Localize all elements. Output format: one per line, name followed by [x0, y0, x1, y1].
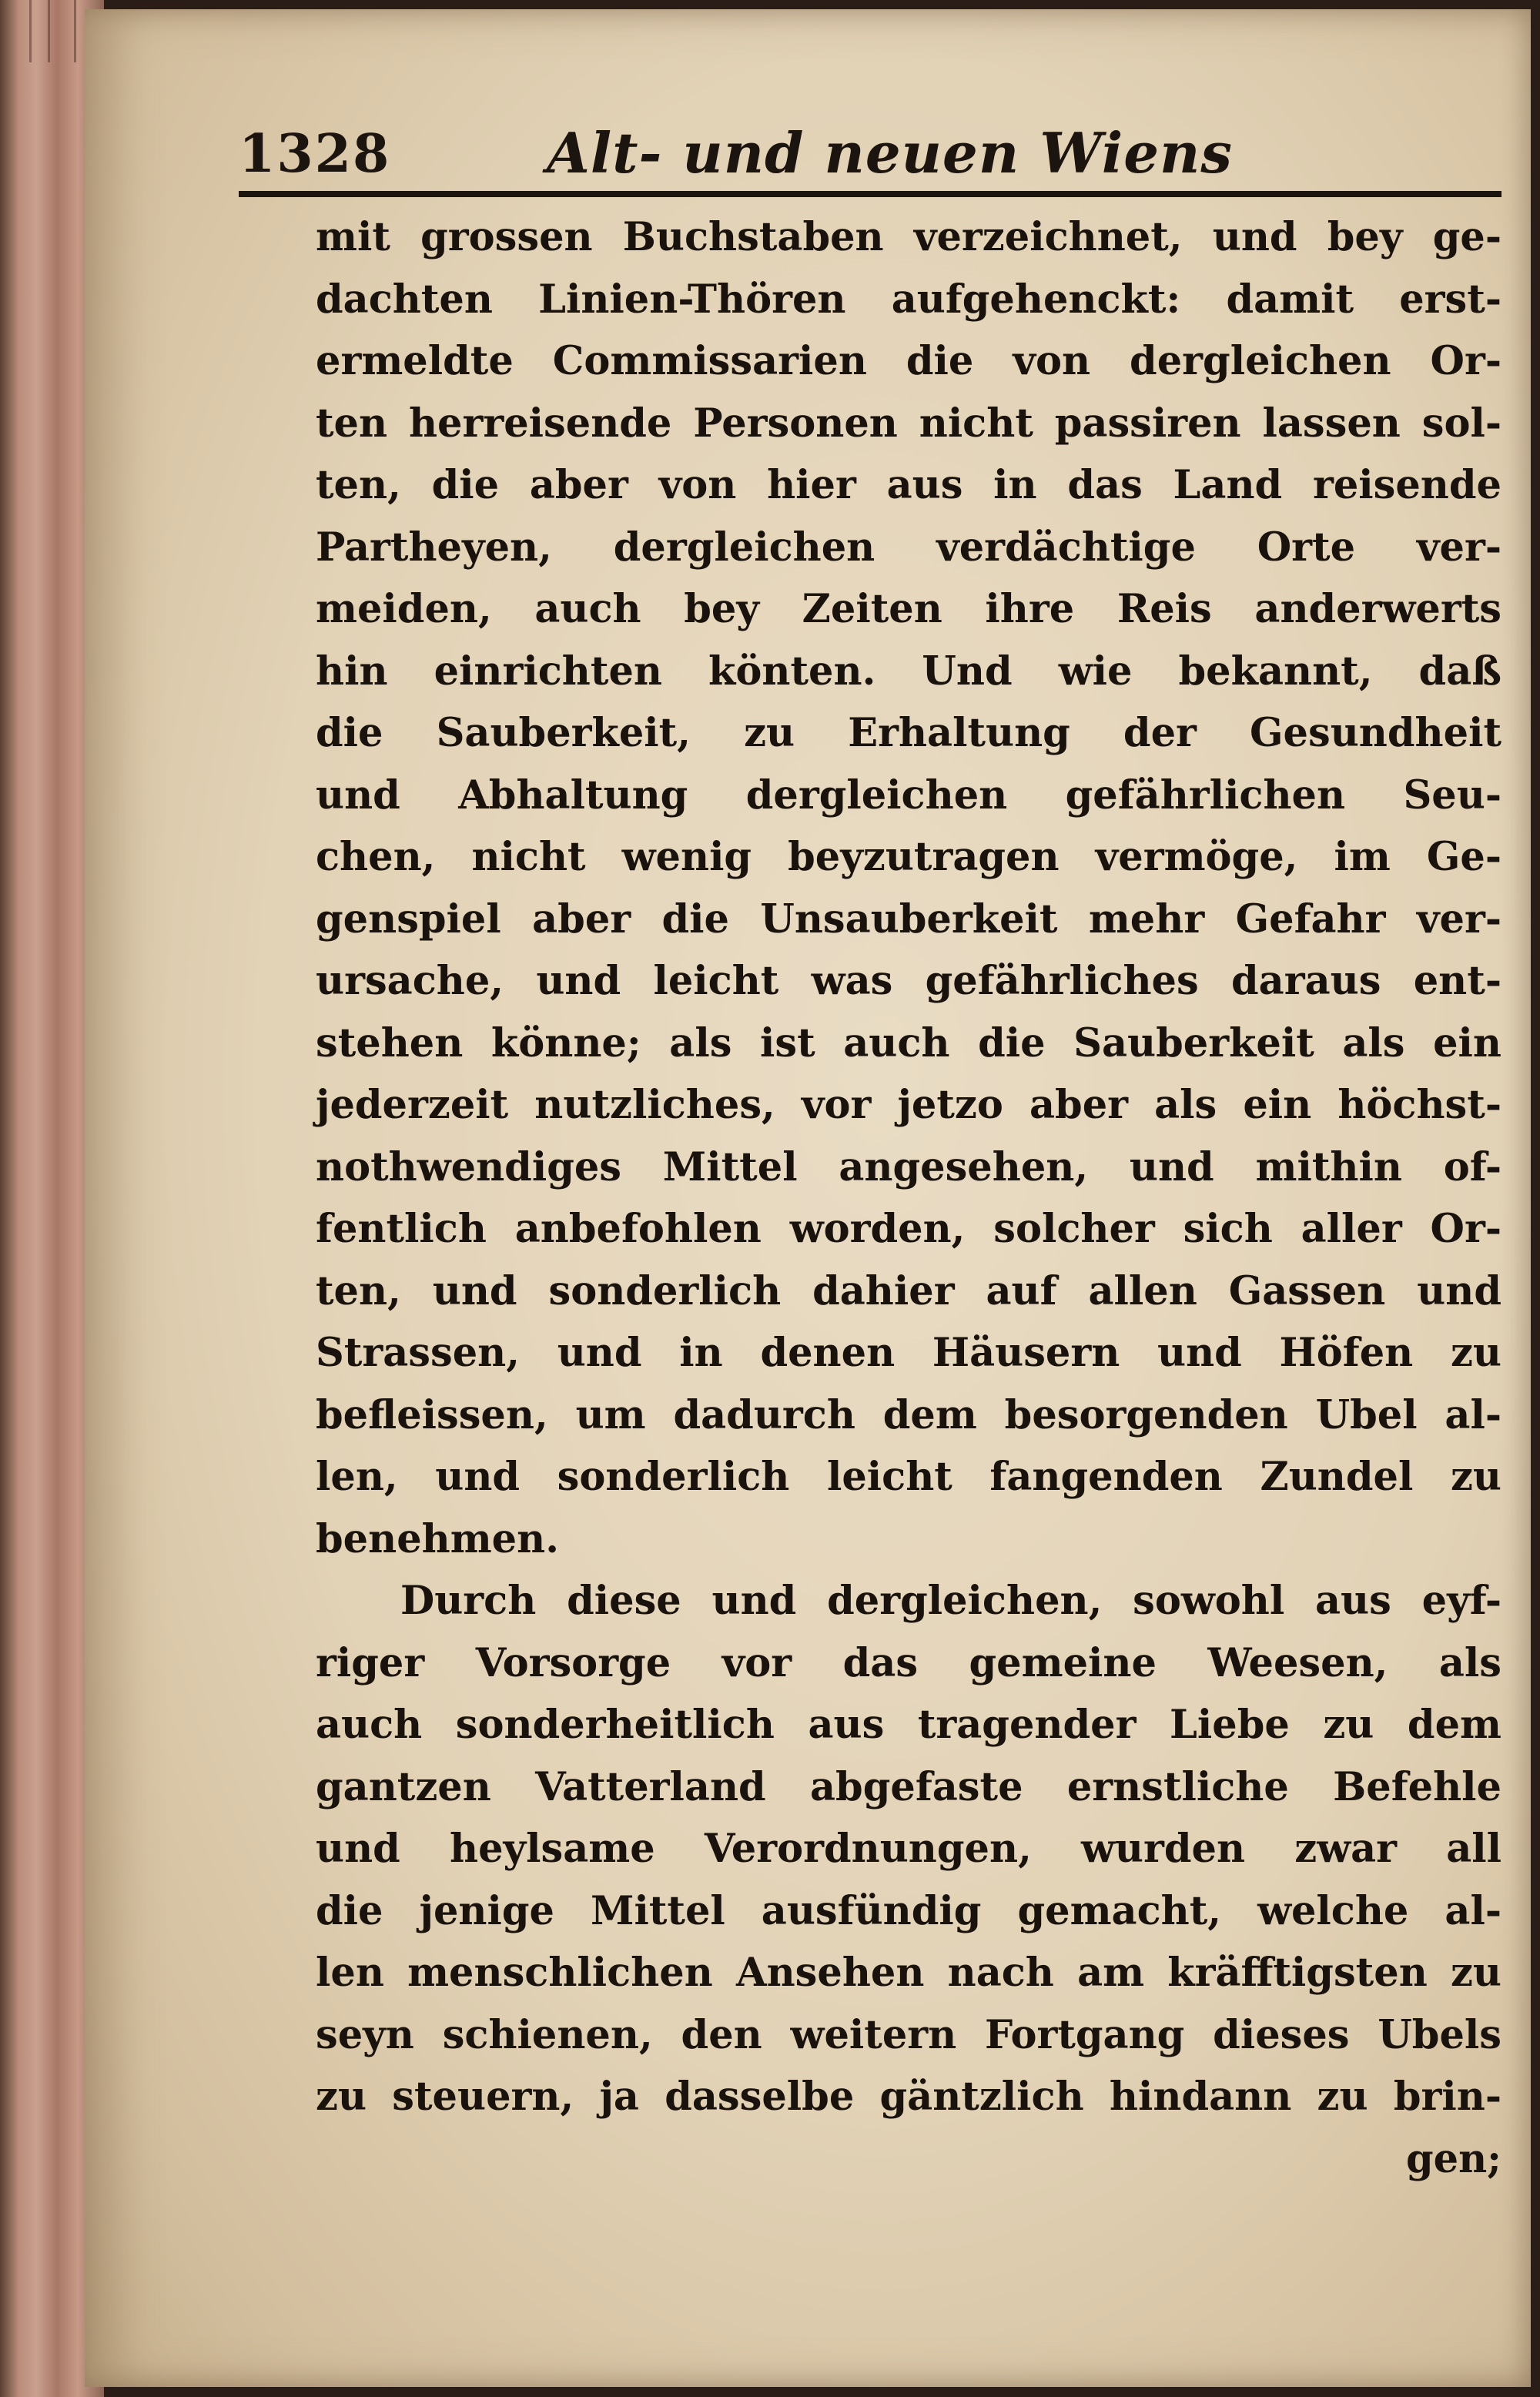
text-line: stehen könne; als ist auch die Sauberkeit als ein — [316, 1019, 1502, 1066]
text-line: dachten Linien-Thören aufgehenckt: damit erst- — [316, 276, 1502, 323]
text-line: auch sonderheitlich aus tragender Liebe zu dem — [316, 1702, 1502, 1748]
text-line: benehmen. — [316, 1515, 559, 1562]
header-rule — [239, 191, 1502, 197]
text-line: hin einrichten könten. Und wie bekannt, daß — [316, 648, 1502, 695]
page-edge-line — [29, 0, 32, 62]
text-line: genspiel aber die Unsauberkeit mehr Gefahr ver- — [316, 896, 1502, 942]
text-line: und heylsame Verordnungen, wurden zwar all — [316, 1826, 1502, 1872]
text-line: gantzen Vatterland abgefaste ernstliche Befehle — [316, 1763, 1502, 1810]
page-edge-line — [74, 0, 76, 62]
text-line: und Abhaltung dergleichen gefährlichen Seu- — [316, 772, 1502, 819]
body-text — [316, 206, 1502, 2190]
text-line: jederzeit nutzliches, vor jetzo aber als ein höchst- — [316, 1082, 1502, 1128]
text-line: Strassen, und in denen Häusern und Höfen zu — [316, 1330, 1502, 1376]
text-line: ten, und sonderlich dahier auf allen Gassen und — [316, 1267, 1502, 1314]
page-number: 1328 — [239, 123, 391, 185]
text-line: die jenige Mittel ausfündig gemacht, welche al- — [316, 1887, 1502, 1934]
text-line: ermeldte Commissarien die von dergleichen Or- — [316, 338, 1502, 384]
text-line: die Sauberkeit, zu Erhaltung der Gesundheit — [316, 710, 1502, 756]
text-line: zu steuern, ja dasselbe gäntzlich hindann zu brin- — [316, 2074, 1502, 2120]
text-line: ursache, und leicht was gefährliches daraus ent- — [316, 958, 1502, 1004]
text-line: chen, nicht wenig beyzutragen vermöge, im Ge- — [316, 834, 1502, 880]
text-line: Durch diese und dergleichen, sowohl aus eyf- — [400, 1578, 1502, 1624]
text-line: riger Vorsorge vor das gemeine Weesen, als — [316, 1639, 1502, 1686]
running-head — [239, 120, 1502, 200]
text-line: Partheyen, dergleichen verdächtige Orte ver- — [316, 524, 1502, 571]
text-line: nothwendiges Mittel angesehen, und mithin of- — [316, 1143, 1502, 1190]
page-edge-line — [48, 0, 50, 62]
running-title: Alt- und neuen Wiens — [547, 120, 1233, 186]
text-line: ten herreisende Personen nicht passiren lassen sol- — [316, 400, 1502, 447]
text-line: seyn schienen, den weitern Fortgang dieses Ubels — [316, 2011, 1502, 2058]
text-line: mit grossen Buchstaben verzeichnet, und bey ge- — [316, 214, 1502, 260]
catchword: gen; — [1405, 2135, 1502, 2182]
text-line: meiden, auch bey Zeiten ihre Reis anderwerts — [316, 586, 1502, 632]
text-line: fentlich anbefohlen worden, solcher sich aller Or- — [316, 1206, 1502, 1252]
text-line: len, und sonderlich leicht fangenden Zundel zu — [316, 1454, 1502, 1500]
text-line: ten, die aber von hier aus in das Land reisende — [316, 462, 1502, 508]
text-line: len menschlichen Ansehen nach am kräfftigsten zu — [316, 1950, 1502, 1996]
text-line: befleissen, um dadurch dem besorgenden Ubel al- — [316, 1391, 1502, 1438]
